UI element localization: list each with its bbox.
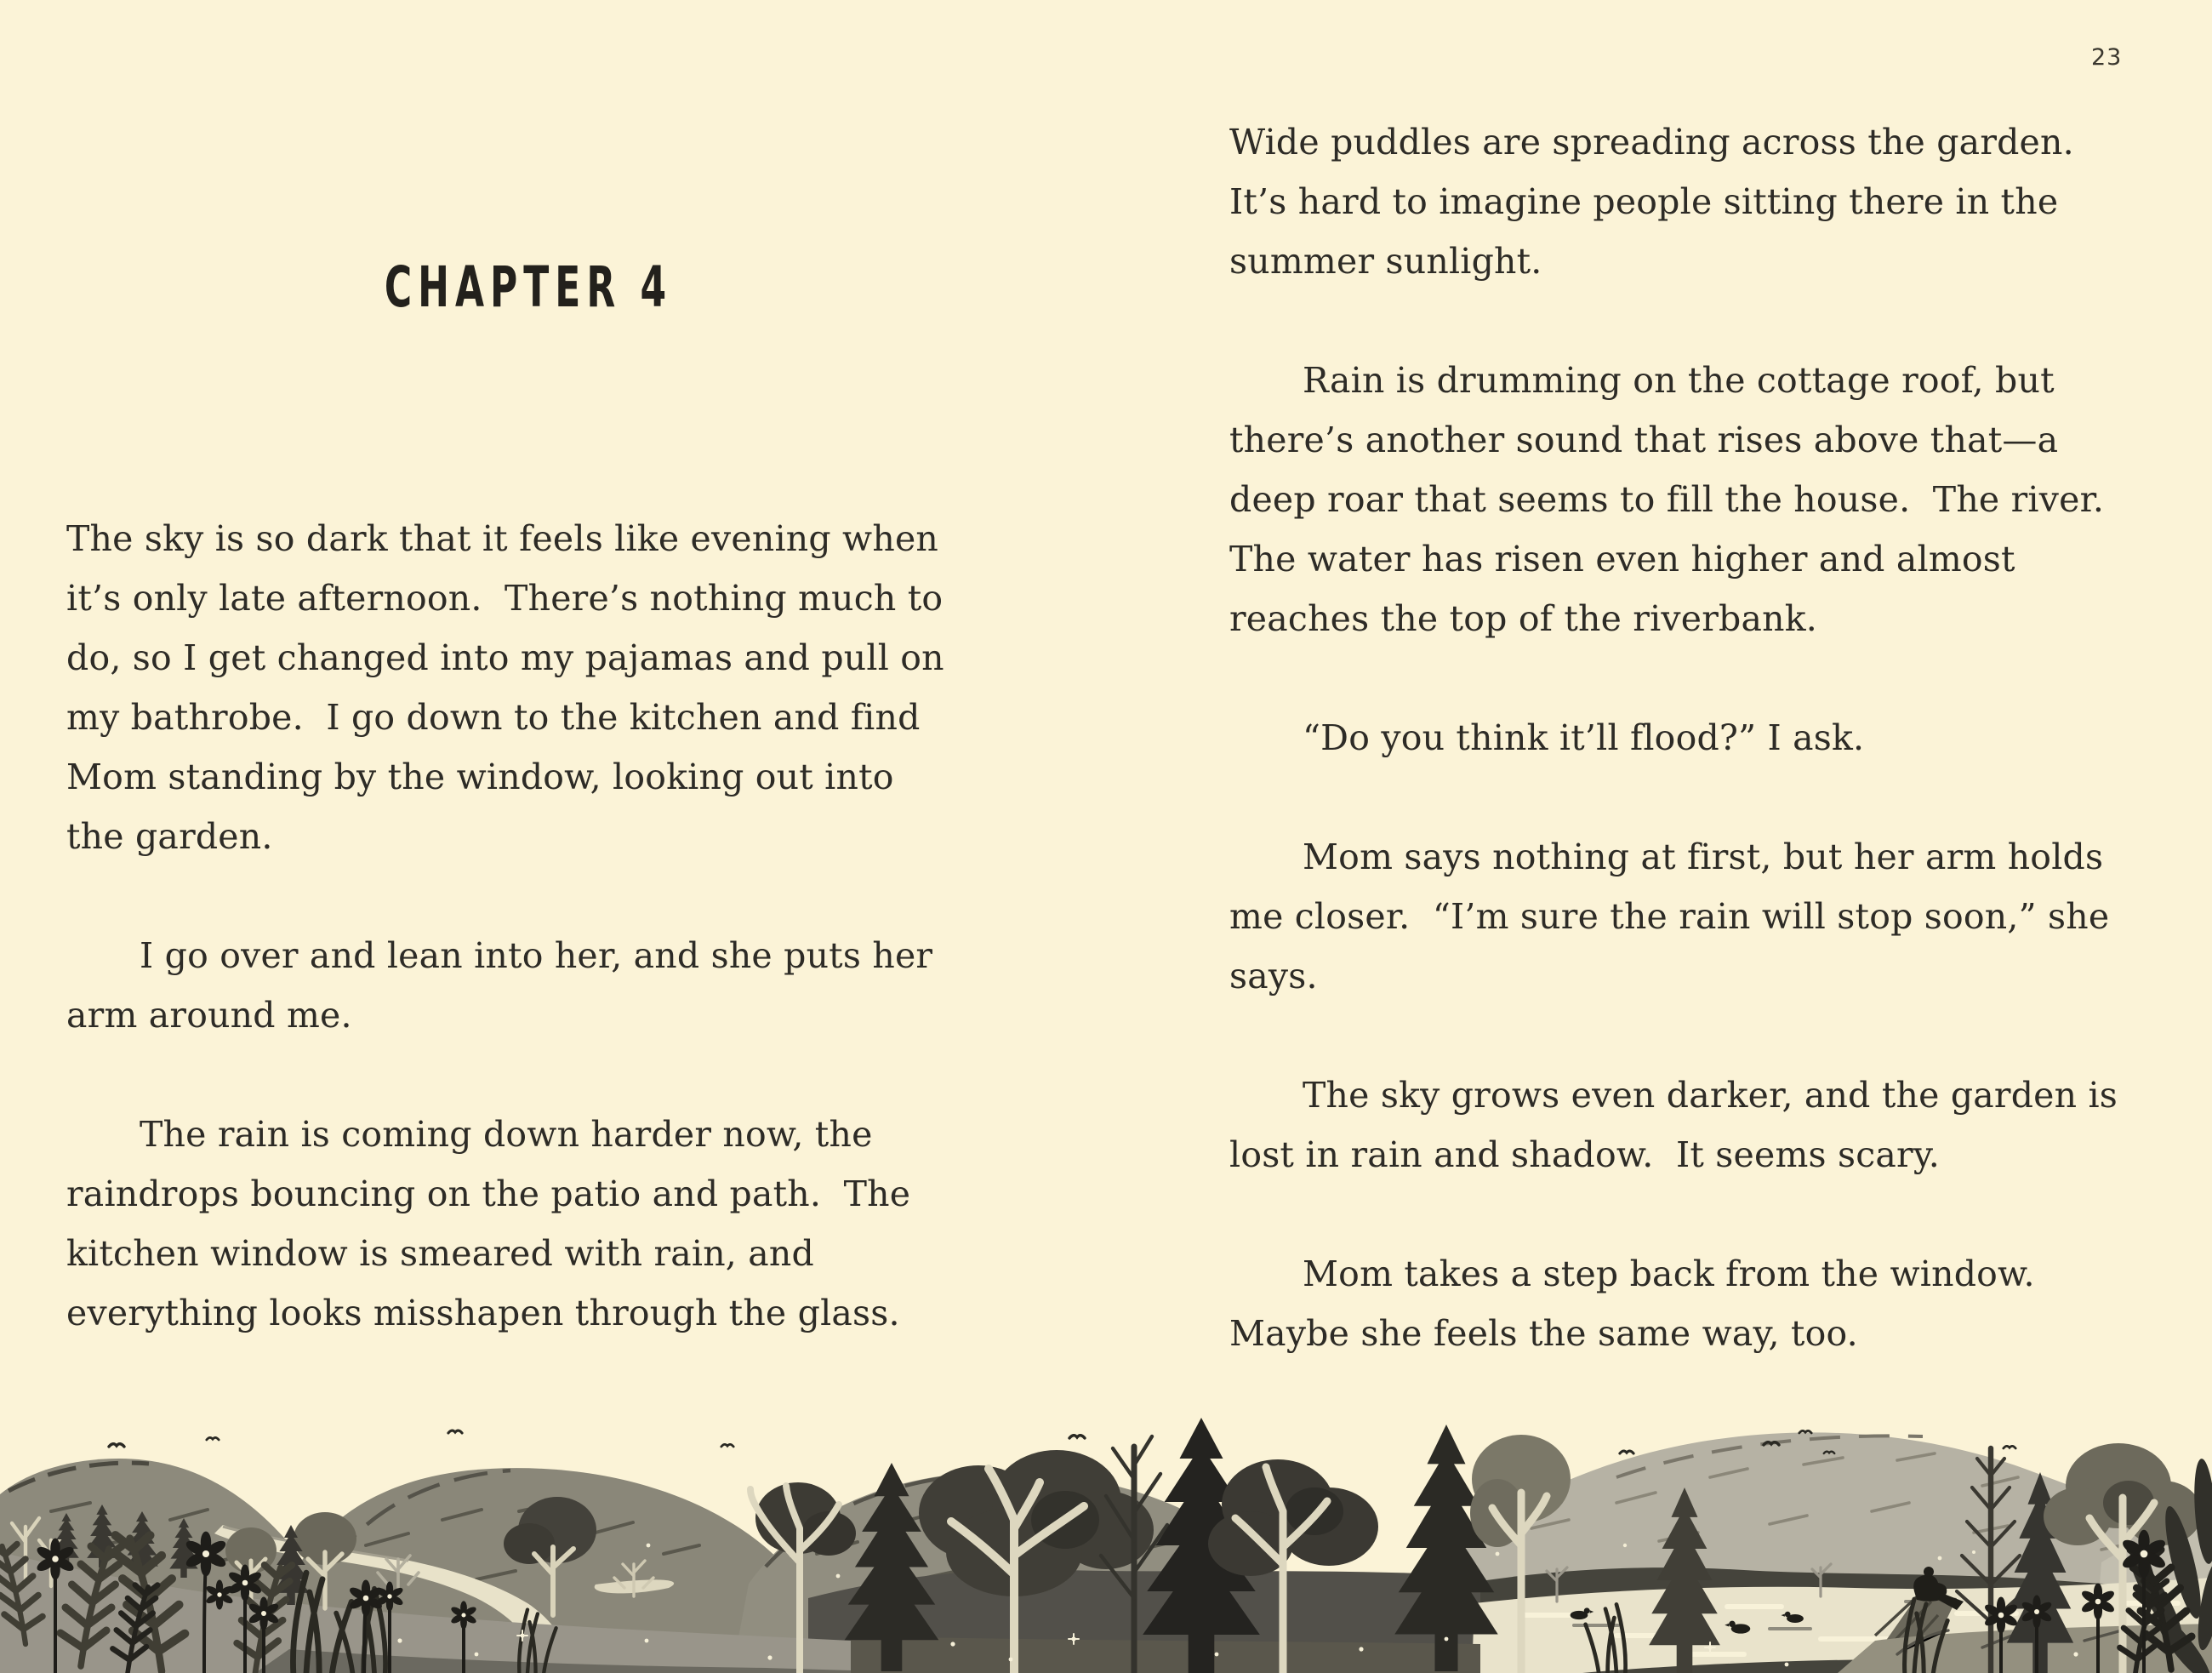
paragraph: “Do you think it’ll flood?” I ask. xyxy=(1303,717,1865,758)
right-page-text xyxy=(1229,112,2129,1423)
page-number: 23 xyxy=(2091,44,2123,71)
left-page-text xyxy=(66,509,955,1402)
paragraph: Mom says nothing at first, but her arm holds me closer. “I’m sure the rain will stop soon,” she says. xyxy=(1229,836,2121,996)
paragraph: Wide puddles are spreading across the garden. It’s hard to imagine people sitting there in the summer sunlight. xyxy=(1229,122,2097,282)
paragraph: Rain is drumming on the cottage roof, but there’s another sound that rises above that—a deep roar that seems to fill the house. The river. The water has risen even higher and almost reaches the top of the riverbank. xyxy=(1229,360,2127,639)
landscape-illustration xyxy=(0,1384,2212,1673)
paragraph: The sky grows even darker, and the garden is lost in rain and shadow. It seems scary. xyxy=(1229,1075,2129,1175)
paragraph: The sky is so dark that it feels like evening when it’s only late afternoon. There’s nothing much to do, so I get changed into my pajamas and pull on my bathrobe. I go down to the kitchen and find Mom standing by the window, looking out into the garden. xyxy=(66,518,955,857)
paragraph: The rain is coming down harder now, the raindrops bouncing on the patio and path. The kitchen window is smeared with rain, and everything looks misshapen through the glass. xyxy=(66,1114,922,1333)
chapter-title: CHAPTER 4 xyxy=(384,255,673,321)
paragraph: Mom takes a step back from the window. Maybe she feels the same way, too. xyxy=(1229,1253,2058,1354)
paragraph: I go over and lean into her, and she puts her arm around me. xyxy=(66,935,944,1036)
